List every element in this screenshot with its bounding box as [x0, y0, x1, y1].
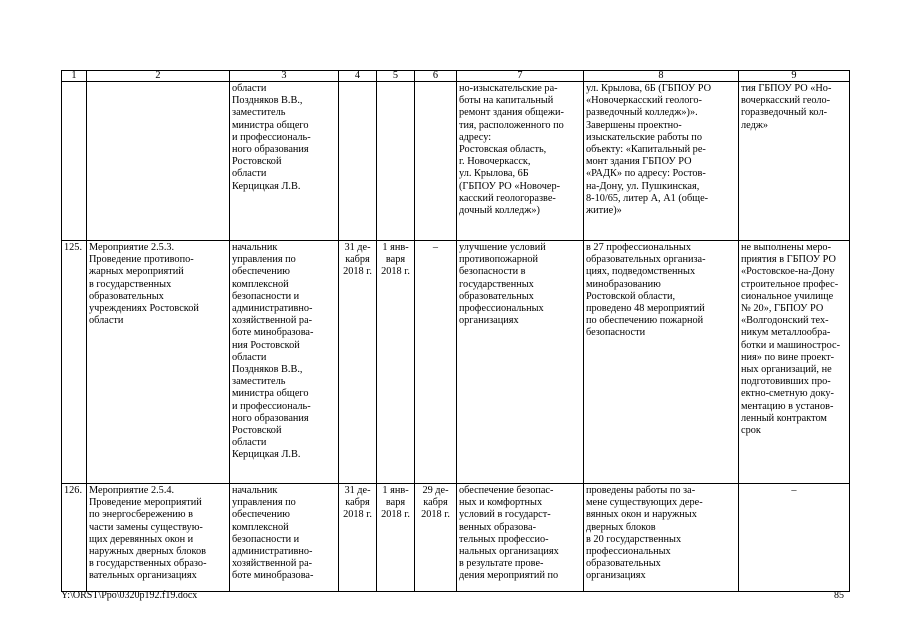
start-date — [339, 82, 377, 241]
table-row — [62, 241, 850, 484]
activity-name — [87, 82, 230, 241]
actual-result: ул. Крылова, 6Б (ГБПОУ РО «Новочеркасский геолого- разведочный колледж»)». Завершены проектно- изыскательские работы по объекту: «Капитальный ре- монт здания ГБПОУ РО «РАДК» по адресу: Ростов- на-Дону, ул. Пушкинская, 8-10/65, литер А, А1 (обще- житие)» — [584, 82, 739, 241]
row-number: 125. — [62, 241, 87, 484]
actual-end-date: – — [415, 241, 457, 484]
start-date: 31 де- кабря 2018 г. — [339, 241, 377, 484]
report-table — [61, 70, 850, 592]
actual-end-date — [415, 82, 457, 241]
responsible-person: начальник управления по обеспечению комплексной безопасности и административно- хозяйственной ра- боте минобразова- ния Ростовской области Поздняков В.В., заместитель министра общего и профессиональ- ного образования Ростовской области Керцицкая Л.В. — [230, 241, 339, 484]
responsible-person: начальник управления по обеспечению комплексной безопасности и административно- хозяйственной ра- боте минобразова- — [230, 484, 339, 592]
column-number: 6 — [415, 71, 457, 82]
start-date: 31 де- кабря 2018 г. — [339, 484, 377, 592]
column-number: 4 — [339, 71, 377, 82]
planned-end-date: 1 янв- варя 2018 г. — [377, 484, 415, 592]
problems: тия ГБПОУ РО «Но- вочеркасский геоло- горазведочный кол- ледж» — [739, 82, 850, 241]
column-number: 1 — [62, 71, 87, 82]
table-row — [62, 82, 850, 241]
planned-end-date — [377, 82, 415, 241]
table-row — [62, 484, 850, 592]
responsible-person: области Поздняков В.В., заместитель министра общего и профессиональ- ного образования Ростовской области Керцицкая Л.В. — [230, 82, 339, 241]
column-number: 5 — [377, 71, 415, 82]
page-number: 85 — [834, 590, 844, 601]
column-number-row — [62, 71, 850, 82]
column-number: 8 — [584, 71, 739, 82]
column-number: 3 — [230, 71, 339, 82]
column-number: 9 — [739, 71, 850, 82]
planned-result: обеспечение безопас- ных и комфортных условий в государст- венных образова- тельных профессио- нальных организациях в результате прове- дения мероприятий по — [457, 484, 584, 592]
problems: не выполнены меро- приятия в ГБПОУ РО «Ростовское-на-Дону строительное профес- сиональное училище № 20», ГБПОУ РО «Волгодонский тех- никум металлообра- ботки и машинострос- ния» по вине проект- ных организаций, не подготовивших про- ектно-сметную доку- ментацию в установ- ленный контрактом срок — [739, 241, 850, 484]
problems: – — [739, 484, 850, 592]
activity-name: Мероприятие 2.5.3. Проведение противопо- жарных мероприятий в государственных образовательных учреждениях Ростовской области — [87, 241, 230, 484]
actual-result: в 27 профессиональных образовательных организа- циях, подведомственных минобразованию Ростовской области, проведено 48 мероприятий по обеспечению пожарной безопасности — [584, 241, 739, 484]
planned-result: улучшение условий противопожарной безопасности в государственных образовательных профессиональных организациях — [457, 241, 584, 484]
column-number: 2 — [87, 71, 230, 82]
row-number: 126. — [62, 484, 87, 592]
actual-result: проведены работы по за- мене существующих дере- вянных окон и наружных дверных блоков в 20 государственных профессиональных образовательных организациях — [584, 484, 739, 592]
column-number: 7 — [457, 71, 584, 82]
planned-result: но-изыскательские ра- боты на капитальный ремонт здания общежи- тия, расположенного по адресу: Ростовская область, г. Новочеркасск, ул. Крылова, 6Б (ГБПОУ РО «Новочер- касский геологоразве- дочный колледж») — [457, 82, 584, 241]
actual-end-date: 29 де- кабря 2018 г. — [415, 484, 457, 592]
row-number — [62, 82, 87, 241]
file-path: Y:\ORST\Ppo\0320p192.f19.docx — [61, 590, 198, 601]
planned-end-date: 1 янв- варя 2018 г. — [377, 241, 415, 484]
activity-name: Мероприятие 2.5.4. Проведение мероприятий по энергосбережению в части замены существую- щих деревянных окон и наружных дверных блоков в государственных образо- вательных организациях — [87, 484, 230, 592]
